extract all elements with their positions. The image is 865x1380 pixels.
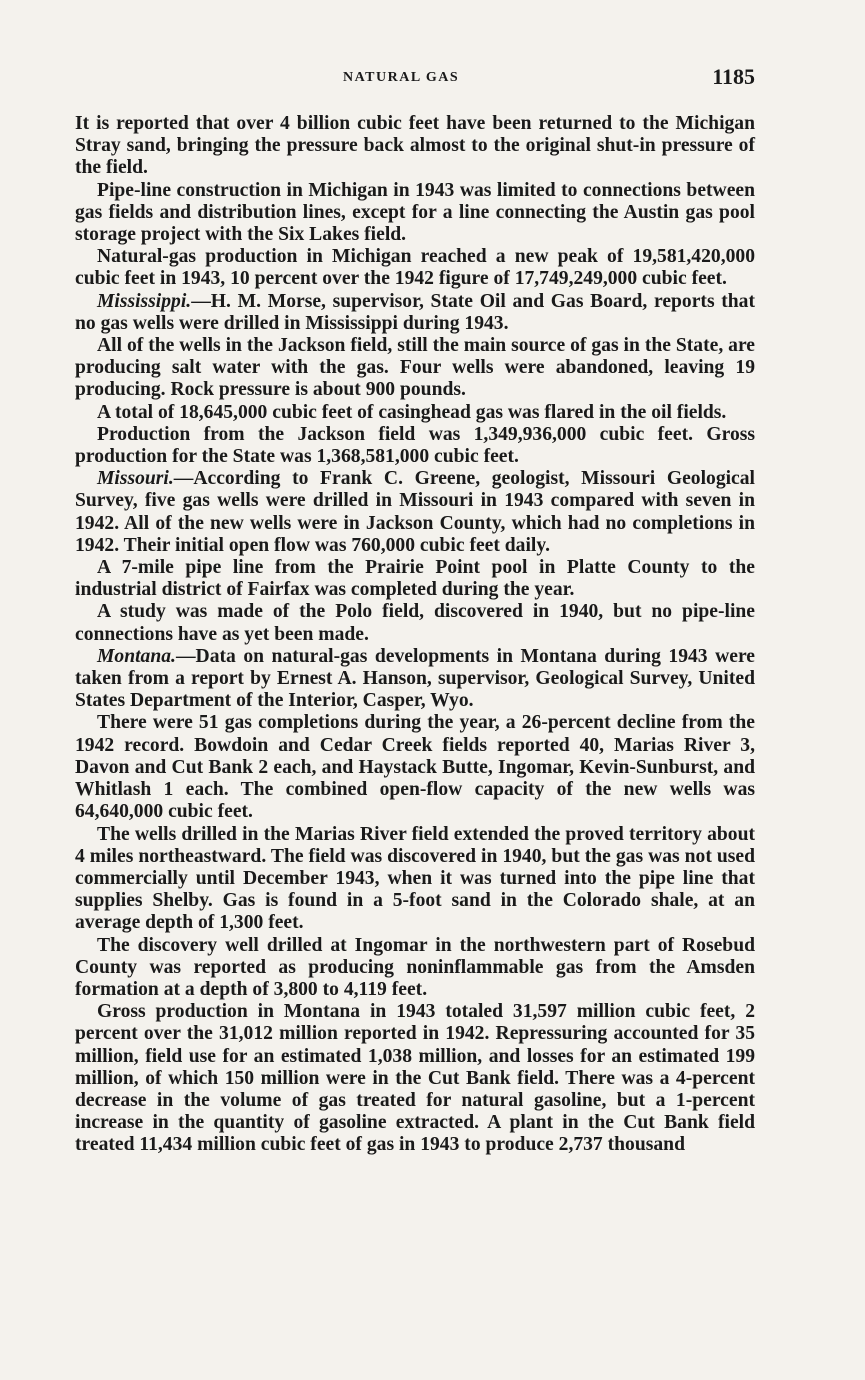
paragraph-text: Gross production in Montana in 1943 totaled 31,597 million cubic feet, 2 percent over the 31,012 million reported in 1942. Repressuring accounted for 35 million, field use for an estimated 1,038 million, and losses for an estimated 199 million, of which 150 million were in the Cut Bank field. There was a 4-percent decrease in the volume of gas treated for natural gasoline, but a 1-percent increase in the quantity of gasoline extracted. A plant in the Cut Bank field treated 11,434 million cubic feet of gas in 1943 to produce 2,737 thousand <box>75 1001 755 1156</box>
section-heading: Mississippi. <box>97 290 192 312</box>
paragraph <box>75 180 755 247</box>
paragraph <box>75 824 755 935</box>
paragraph <box>75 402 755 424</box>
paragraph <box>75 246 755 290</box>
paragraph <box>75 935 755 1002</box>
paragraph-text: Natural-gas production in Michigan reached a new peak of 19,581,420,000 cubic feet in 1943, 10 percent over the 1942 figure of 17,749,249,000 cubic feet. <box>75 246 755 290</box>
paragraph-text: Production from the Jackson field was 1,349,936,000 cubic feet. Gross production for the State was 1,368,581,000 cubic feet. <box>75 423 755 468</box>
paragraph-text: Pipe-line construction in Michigan in 1943 was limited to connections between gas fields and distribution lines, except for a line connecting the Austin gas pool storage project with the Six Lakes field. <box>75 179 755 246</box>
paragraph-text: The wells drilled in the Marias River field extended the proved territory about 4 miles northeastward. The field was discovered in 1940, but the gas was not used commercially until December 1943, when it was turned into the pipe line that supplies Shelby. Gas is found in a 5-foot sand in the Colorado shale, at an average depth of 1,300 feet. <box>75 823 755 934</box>
paragraph-text: A total of 18,645,000 cubic feet of casinghead gas was flared in the oil fields. <box>97 401 727 423</box>
section-heading: Missouri. <box>97 468 174 490</box>
paragraph <box>75 601 755 645</box>
paragraph-text: All of the wells in the Jackson field, still the main source of gas in the State, are producing salt water with the gas. Four wells were abandoned, leaving 19 producing. Rock pressure is about 900 pounds. <box>75 335 755 401</box>
paragraph <box>75 335 755 402</box>
paragraph <box>75 113 755 180</box>
paragraph-text: A study was made of the Polo field, discovered in 1940, but no pipe-line connections have as yet been made. <box>75 601 755 645</box>
paragraph-text: A 7-mile pipe line from the Prairie Point pool in Platte County to the industrial district of Fairfax was completed during the year. <box>75 557 755 601</box>
paragraph-text: —According to Frank C. Greene, geologist, Missouri Geological Survey, five gas wells were drilled in Missouri in 1943 compared with seven in 1942. All of the new wells were in Jackson County, which had no completions in 1942. Their initial open flow was 760,000 cubic feet daily. <box>75 468 755 556</box>
section-heading: Montana. <box>97 645 176 667</box>
page-number: 1185 <box>712 64 755 89</box>
page-header <box>75 64 755 94</box>
paragraph <box>75 468 755 557</box>
paragraph <box>75 291 755 335</box>
running-head: NATURAL GAS <box>343 70 460 85</box>
paragraph <box>75 646 755 713</box>
body-text <box>75 113 755 1157</box>
paragraph-text: It is reported that over 4 billion cubic feet have been returned to the Michigan Stray sand, bringing the pressure back almost to the original shut-in pressure of the field. <box>75 113 755 179</box>
paragraph-text: The discovery well drilled at Ingomar in the northwestern part of Rosebud County was reported as producing noninflammable gas from the Amsden formation at a depth of 3,800 to 4,119 feet. <box>75 934 755 1000</box>
paragraph <box>75 712 755 823</box>
paragraph-text: —H. M. Morse, supervisor, State Oil and Gas Board, reports that no gas wells were drilled in Mississippi during 1943. <box>75 290 755 334</box>
paragraph-text: There were 51 gas completions during the year, a 26-percent decline from the 1942 record. Bowdoin and Cedar Creek fields reported 40, Marias River 3, Davon and Cut Bank 2 each, and Haystack Butte, Ingomar, Kevin-Sunburst, and Whitlash 1 each. The combined open-flow capacity of the new wells was 64,640,000 cubic feet. <box>75 712 755 823</box>
paragraph-text: —Data on natural-gas developments in Montana during 1943 were taken from a report by Ernest A. Hanson, supervisor, Geological Survey, United States Department of the Interior, Casper, Wyo. <box>75 645 755 712</box>
paragraph <box>75 424 755 468</box>
paragraph <box>75 1001 755 1156</box>
paragraph <box>75 557 755 601</box>
